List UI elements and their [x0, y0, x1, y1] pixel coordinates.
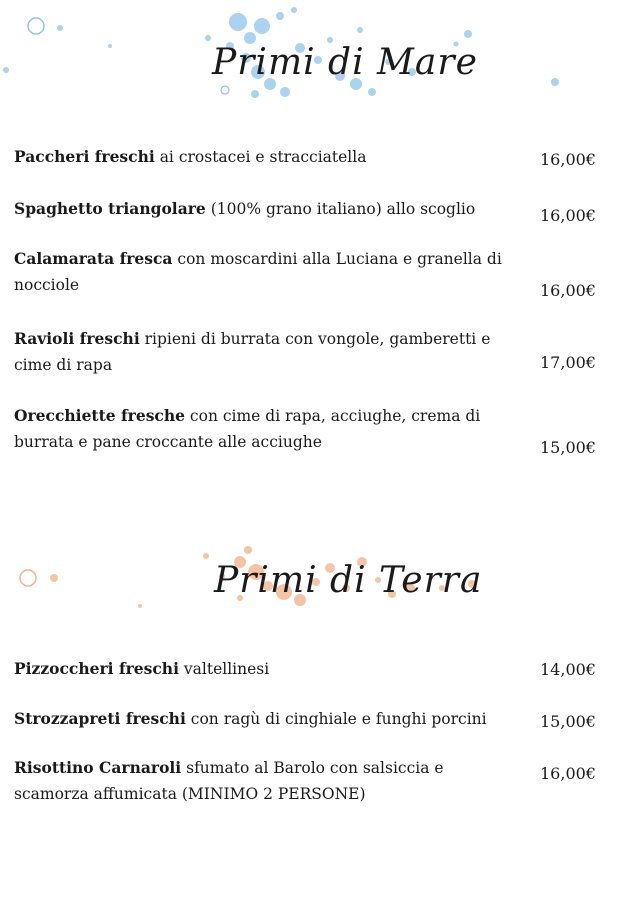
dish-name: Spaghetto triangolare — [14, 199, 206, 218]
section-title-terra: Primi di Terra — [214, 560, 483, 601]
dish-description: ripieni di burrata con vongole, gamberetti e cime di rapa — [14, 330, 491, 374]
dish-name: Ravioli freschi — [14, 329, 140, 348]
section-title-mare: Primi di Mare — [212, 42, 478, 83]
dish-price: 17,00€ — [540, 353, 596, 372]
dish-description: con moscardini alla Luciana e granella di nocciole — [14, 250, 502, 294]
dish-price: 16,00€ — [540, 150, 596, 169]
dish-description: ai crostacei e stracciatella — [154, 148, 367, 166]
dish-description: (100% grano italiano) allo scoglio — [205, 200, 476, 218]
menu-item — [14, 656, 514, 682]
dish-description: sfumato al Barolo con salsiccia e scamorza affumicata (MINIMO 2 PERSONE) — [14, 759, 444, 803]
dish-name: Paccheri freschi — [14, 147, 155, 166]
dish-name: Strozzapreti freschi — [14, 709, 186, 728]
menu-item — [14, 144, 514, 170]
dish-name: Orecchiette fresche — [14, 406, 185, 425]
dish-description: valtellinesi — [178, 660, 270, 678]
menu-item — [14, 755, 514, 807]
menu-item — [14, 196, 514, 222]
dish-name: Pizzoccheri freschi — [14, 659, 179, 678]
dish-name: Risottino Carnaroli — [14, 758, 182, 777]
dish-description: con ragù di cinghiale e funghi porcini — [185, 710, 487, 728]
menu-item — [14, 706, 514, 732]
dish-price: 14,00€ — [540, 660, 596, 679]
dish-name: Calamarata fresca — [14, 249, 173, 268]
dish-price: 16,00€ — [540, 281, 596, 300]
dish-price: 16,00€ — [540, 206, 596, 225]
dish-price: 15,00€ — [540, 712, 596, 731]
dish-price: 16,00€ — [540, 764, 596, 783]
menu-item — [14, 403, 514, 455]
dish-description: con cime di rapa, acciughe, crema di burrata e pane croccante alle acciughe — [14, 407, 481, 451]
dish-price: 15,00€ — [540, 438, 596, 457]
menu-item — [14, 326, 514, 378]
menu-item — [14, 246, 514, 298]
